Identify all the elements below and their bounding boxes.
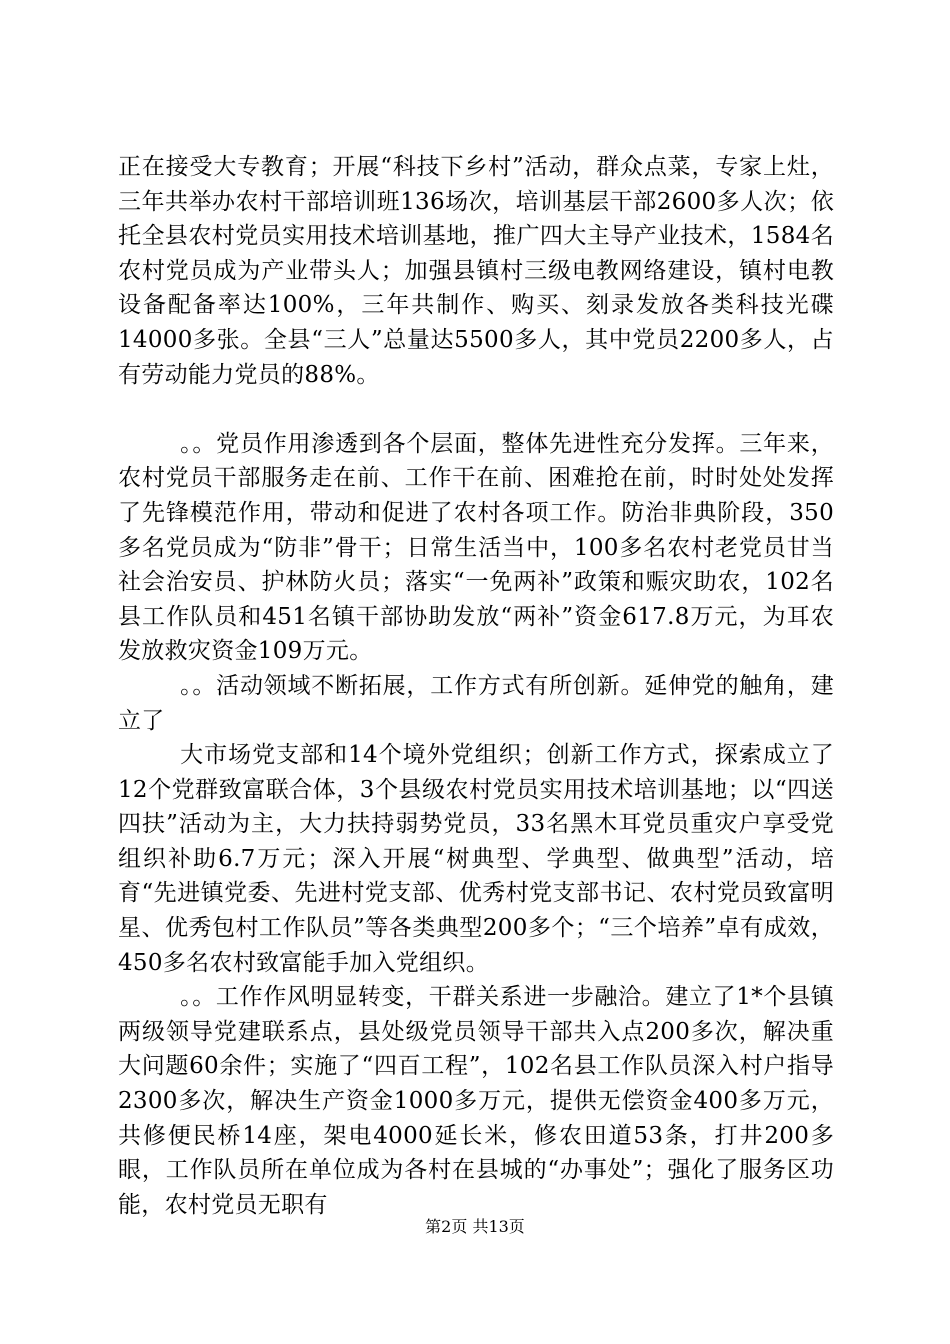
page-footer: 第2页 共13页 (425, 1217, 525, 1236)
paragraph-2: 。。党员作用渗透到各个层面，整体先进性充分发挥。三年来，农村党员干部服务走在前、工作干在前、困难抢在前，时时处处发挥了先锋模范作用，带动和促进了农村各项工作。防治非典阶段，350多名党员成为“防非”骨干；日常生活当中，100多名农村老党员甘当社会治安员、护林防火员；落实“一免两补”政策和赈灾助农，102名县工作队员和451名镇干部协助发放“两补”资金617.8万元，为耳农发放救灾资金109万元。 (118, 430, 834, 665)
paragraph-5: 。。工作作风明显转变，干群关系进一步融洽。建立了1*个县镇两级领导党建联系点，县处级党员领导干部共入点200多次，解决重大问题60余件；实施了“四百工程”，102名县工作队员深入村户指导2300多次，解决生产资金1000多万元，提供无偿资金400多万元，共修便民桥14座，架电4000延长米，修农田道53条，打井200多眼，工作队员所在单位成为各村在县城的“办事处”；强化了服务区功能，农村党员无职有 (118, 984, 834, 1218)
paragraph-3: 。。活动领域不断拓展，工作方式有所创新。延伸党的触角，建立了 (118, 672, 834, 734)
paragraph-4: 大市场党支部和14个境外党组织；创新工作方式，探索成立了12个党群致富联合体，3个县级农村党员实用技术培训基地；以“四送四扶”活动为主，大力扶持弱势党员，33名黑木耳党员重灾户享受党组织补助6.7万元；深入开展“树典型、学典型、做典型”活动，培育“先进镇党委、先进村党支部、优秀村党支部书记、农村党员致富明星、优秀包村工作队员”等各类典型200多个；“三个培养”卓有成效，450多名农村致富能手加入党组织。 (118, 742, 834, 976)
document-body (118, 150, 834, 1222)
paragraph-1: 正在接受大专教育；开展“科技下乡村”活动，群众点菜，专家上灶，三年共举办农村干部培训班136场次，培训基层干部2600多人次；依托全县农村党员实用技术培训基地，推广四大主导产业技术，1584名农村党员成为产业带头人；加强县镇村三级电教网络建设，镇村电教设备配备率达100%，三年共制作、购买、刻录发放各类科技光碟14000多张。全县“三人”总量达5500多人，其中党员2200多人，占有劳动能力党员的88%。 (118, 154, 834, 388)
